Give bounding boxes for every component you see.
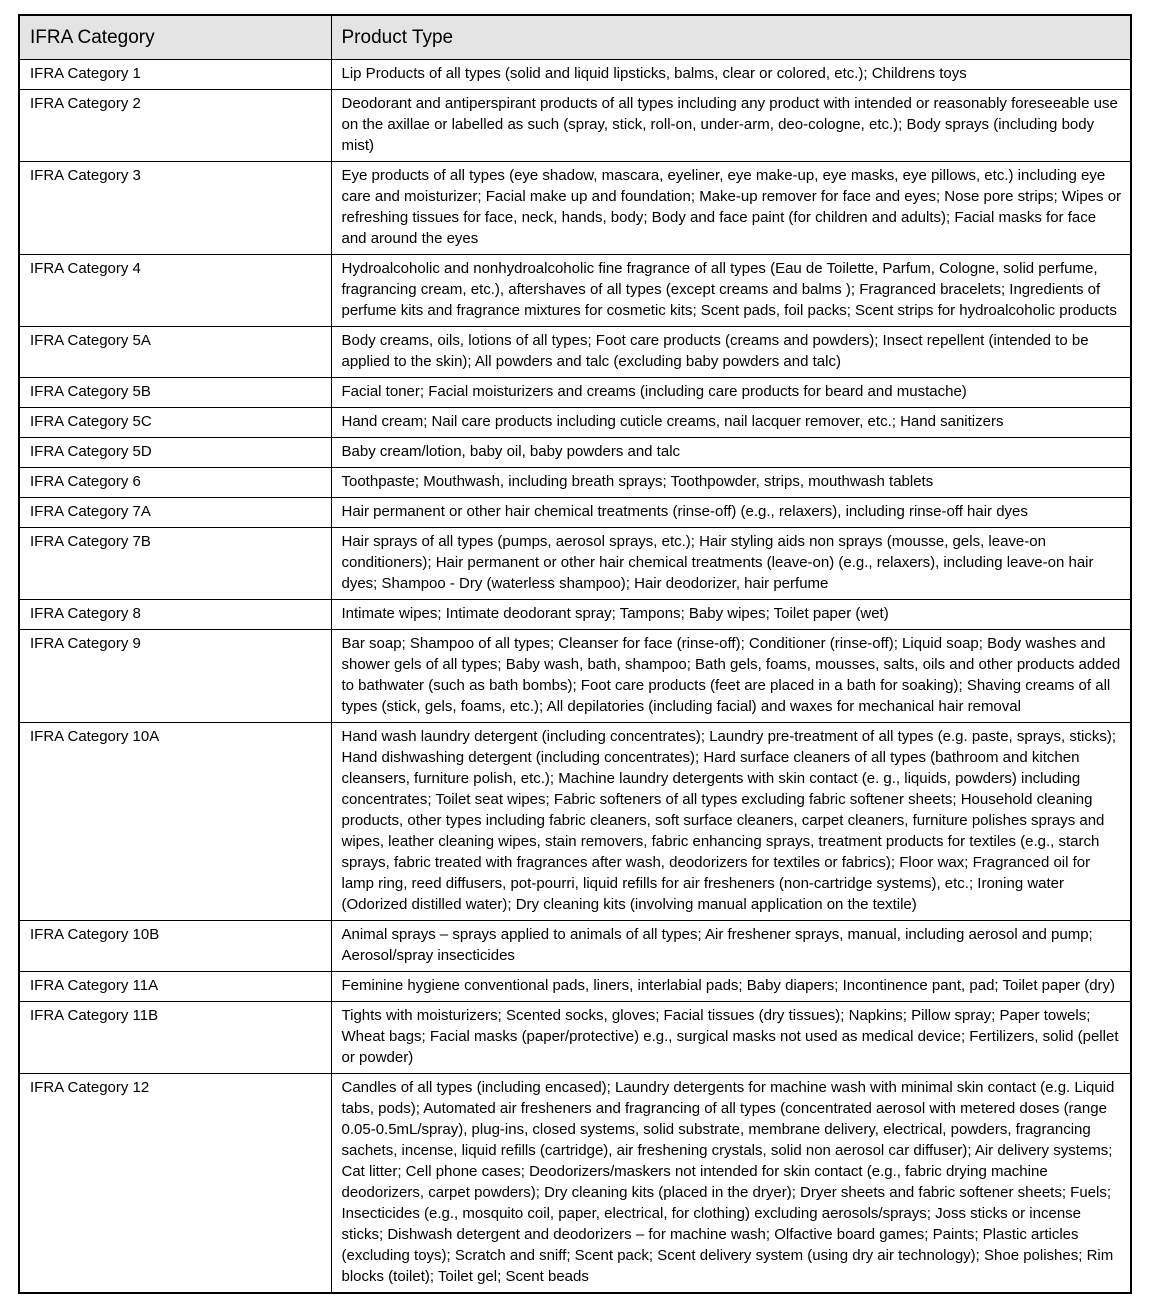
table-row xyxy=(19,468,1131,498)
product-type-cell: Tights with moisturizers; Scented socks, gloves; Facial tissues (dry tissues); Napkins; Pillow spray; Paper towels; Wheat bags; Facial masks (paper/protective) e.g., surgical masks not used as medical device; Fertilizers, solid (pellet or powder) xyxy=(331,1002,1131,1074)
product-type-cell: Eye products of all types (eye shadow, mascara, eyeliner, eye make-up, eye masks, eye pillows, etc.) including eye care and moisturizer; Facial make up and foundation; Make-up remover for face and eyes; Nose pore strips; Wipes or refreshing tissues for face, neck, hands, body; Body and face paint (for children and adults); Facial masks for face and around the eyes xyxy=(331,162,1131,255)
category-cell: IFRA Category 7A xyxy=(19,498,331,528)
table-row xyxy=(19,723,1131,921)
product-type-cell: Toothpaste; Mouthwash, including breath sprays; Toothpowder, strips, mouthwash tablets xyxy=(331,468,1131,498)
category-cell: IFRA Category 11B xyxy=(19,1002,331,1074)
category-cell: IFRA Category 10B xyxy=(19,921,331,972)
category-cell: IFRA Category 5D xyxy=(19,438,331,468)
category-cell: IFRA Category 12 xyxy=(19,1074,331,1294)
product-type-cell: Candles of all types (including encased); Laundry detergents for machine wash with minimal skin contact (e.g. Liquid tabs, pods); Automated air fresheners and fragrancing of all types (concentrated aerosol with metered doses (range 0.05-0.5mL/spray), plug-ins, closed systems, solid substrate, membrane delivery, electrical, powders, fragrancing sachets, incense, liquid refills (cartridge), air freshening crystals, solid non aerosol car diffuser); Air delivery systems; Cat litter; Cell phone cases; Deodorizers/maskers not intended for skin contact (e.g., fabric drying machine deodorizers, carpet powders); Dry cleaning kits (placed in the dryer); Dryer sheets and fabric softener sheets; Fuels; Insecticides (e.g., mosquito coil, paper, electrical, for clothing) excluding aerosols/sprays; Joss sticks or incense sticks; Dishwash detergent and deodorizers – for machine wash; Olfactive board games; Paints; Plastic articles (excluding toys); Scratch and sniff; Scent pack; Scent delivery system (using dry air technology); Shoe polishes; Rim blocks (toilet); Toilet gel; Scent beads xyxy=(331,1074,1131,1294)
product-type-cell: Lip Products of all types (solid and liquid lipsticks, balms, clear or colored, etc.); Childrens toys xyxy=(331,60,1131,90)
category-cell: IFRA Category 7B xyxy=(19,528,331,600)
table-header xyxy=(19,15,1131,60)
header-row xyxy=(19,15,1131,60)
table-row xyxy=(19,255,1131,327)
category-cell: IFRA Category 2 xyxy=(19,90,331,162)
table-row xyxy=(19,921,1131,972)
category-cell: IFRA Category 8 xyxy=(19,600,331,630)
category-cell: IFRA Category 1 xyxy=(19,60,331,90)
ifra-category-table xyxy=(18,14,1132,1294)
table-row xyxy=(19,60,1131,90)
category-cell: IFRA Category 11A xyxy=(19,972,331,1002)
header-cell-ifra-category: IFRA Category xyxy=(19,15,331,60)
product-type-cell: Deodorant and antiperspirant products of all types including any product with intended or reasonably foreseeable use on the axillae or labelled as such (spray, stick, roll-on, under-arm, deo-cologne, etc.); Body sprays (including body mist) xyxy=(331,90,1131,162)
category-cell: IFRA Category 5C xyxy=(19,408,331,438)
table-row xyxy=(19,528,1131,600)
table-body xyxy=(19,60,1131,1294)
table-row xyxy=(19,408,1131,438)
product-type-cell: Hand cream; Nail care products including cuticle creams, nail lacquer remover, etc.; Hand sanitizers xyxy=(331,408,1131,438)
product-type-cell: Bar soap; Shampoo of all types; Cleanser for face (rinse-off); Conditioner (rinse-off); Liquid soap; Body washes and shower gels of all types; Baby wash, bath, shampoo; Bath gels, foams, mousses, salts, oils and other products added to bathwater (such as bath bombs); Foot care products (feet are placed in a bath for soaking); Shaving creams of all types (stick, gels, foams, etc.); All depilatories (including facial) and waxes for mechanical hair removal xyxy=(331,630,1131,723)
product-type-cell: Hair permanent or other hair chemical treatments (rinse-off) (e.g., relaxers), including rinse-off hair dyes xyxy=(331,498,1131,528)
product-type-cell: Facial toner; Facial moisturizers and creams (including care products for beard and mustache) xyxy=(331,378,1131,408)
table-row xyxy=(19,162,1131,255)
category-cell: IFRA Category 4 xyxy=(19,255,331,327)
header-cell-product-type: Product Type xyxy=(331,15,1131,60)
table-row xyxy=(19,1074,1131,1294)
product-type-cell: Hair sprays of all types (pumps, aerosol sprays, etc.); Hair styling aids non sprays (mousse, gels, leave-on conditioners); Hair permanent or other hair chemical treatments (leave-on) (e.g., relaxers), including leave-on hair dyes; Shampoo - Dry (waterless shampoo); Hair deodorizer, hair perfume xyxy=(331,528,1131,600)
category-cell: IFRA Category 6 xyxy=(19,468,331,498)
product-type-cell: Intimate wipes; Intimate deodorant spray; Tampons; Baby wipes; Toilet paper (wet) xyxy=(331,600,1131,630)
product-type-cell: Feminine hygiene conventional pads, liners, interlabial pads; Baby diapers; Incontinence pant, pad; Toilet paper (dry) xyxy=(331,972,1131,1002)
product-type-cell: Body creams, oils, lotions of all types; Foot care products (creams and powders); Insect repellent (intended to be applied to the skin); All powders and talc (excluding baby powders and talc) xyxy=(331,327,1131,378)
table-row xyxy=(19,438,1131,468)
table-row xyxy=(19,630,1131,723)
category-cell: IFRA Category 3 xyxy=(19,162,331,255)
table-row xyxy=(19,327,1131,378)
table-row xyxy=(19,90,1131,162)
category-cell: IFRA Category 9 xyxy=(19,630,331,723)
category-cell: IFRA Category 5A xyxy=(19,327,331,378)
product-type-cell: Hand wash laundry detergent (including concentrates); Laundry pre-treatment of all types (e.g. paste, sprays, sticks); Hand dishwashing detergent (including concentrates); Hard surface cleaners of all types (bathroom and kitchen cleansers, furniture polish, etc.); Machine laundry detergents with skin contact (e. g., liquids, powders) including concentrates; Toilet seat wipes; Fabric softeners of all types excluding fabric softener sheets; Household cleaning products, other types including fabric cleaners, soft surface cleaners, carpet cleaners, furniture polishes sprays and wipes, leather cleaning wipes, stain removers, fabric enhancing sprays, treatment products for textiles (e.g., starch sprays, fabric treated with fragrances after wash, deodorizers for textiles or fabrics); Floor wax; Fragranced oil for lamp ring, reed diffusers, pot-pourri, liquid refills for air fresheners (non-cartridge systems), etc.; Ironing water (Odorized distilled water); Dry cleaning kits (involving manual application on the textile) xyxy=(331,723,1131,921)
product-type-cell: Baby cream/lotion, baby oil, baby powders and talc xyxy=(331,438,1131,468)
table-row xyxy=(19,1002,1131,1074)
table-row xyxy=(19,600,1131,630)
product-type-cell: Hydroalcoholic and nonhydroalcoholic fine fragrance of all types (Eau de Toilette, Parfum, Cologne, solid perfume, fragrancing cream, etc.), aftershaves of all types (except creams and balms ); Fragranced bracelets; Ingredients of perfume kits and fragrance mixtures for cosmetic kits; Scent pads, foil packs; Scent strips for hydroalcoholic products xyxy=(331,255,1131,327)
category-cell: IFRA Category 5B xyxy=(19,378,331,408)
category-cell: IFRA Category 10A xyxy=(19,723,331,921)
table-row xyxy=(19,378,1131,408)
table-row xyxy=(19,498,1131,528)
table-row xyxy=(19,972,1131,1002)
product-type-cell: Animal sprays – sprays applied to animals of all types; Air freshener sprays, manual, including aerosol and pump; Aerosol/spray insecticides xyxy=(331,921,1131,972)
